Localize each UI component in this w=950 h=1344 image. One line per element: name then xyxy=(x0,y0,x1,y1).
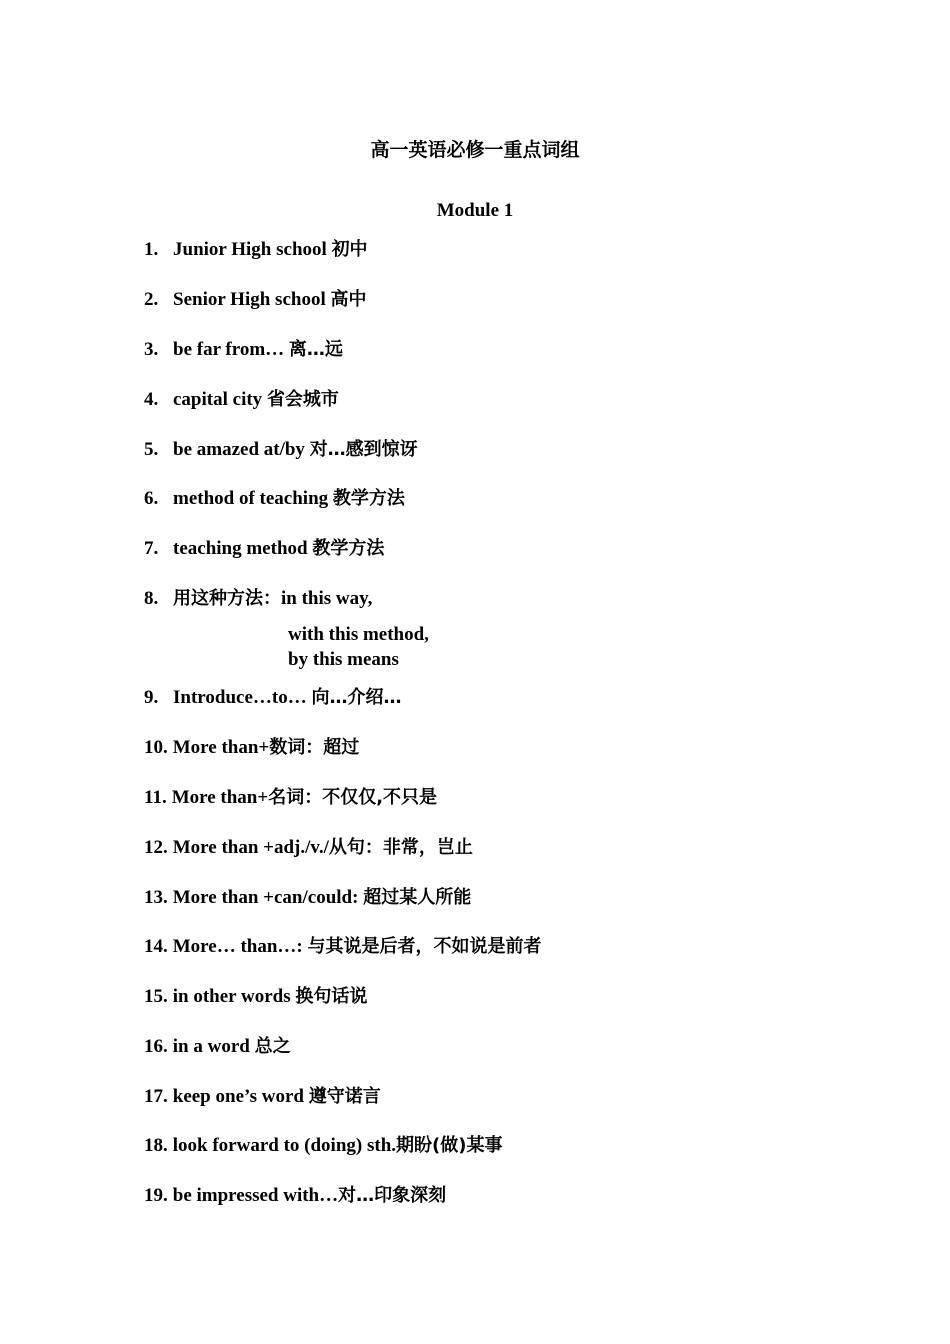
item-chinese: 换句话说 xyxy=(295,986,368,1007)
item-english: Senior High school xyxy=(173,289,326,310)
item-english: look forward to (doing) sth. xyxy=(172,1135,397,1156)
list-item: 3. be far from… 离…远 xyxy=(144,339,343,360)
item-english: in a word xyxy=(172,1036,250,1057)
item-chinese: 教学方法 xyxy=(332,488,405,509)
list-item: 8. 用这种方法：in this way, xyxy=(144,588,373,609)
item-chinese: 教学方法 xyxy=(312,538,385,559)
item-chinese: 用这种方法： xyxy=(173,588,281,609)
list-item: 7. teaching method 教学方法 xyxy=(144,538,385,559)
item-chinese: 总之 xyxy=(254,1036,291,1057)
item-chinese: 省会城市 xyxy=(266,389,339,410)
list-item: 6. method of teaching 教学方法 xyxy=(144,488,405,509)
item-english: Introduce…to… xyxy=(173,687,307,708)
item-chinese: 数词：超过 xyxy=(269,737,360,758)
list-item: 5. be amazed at/by 对…感到惊讶 xyxy=(144,439,418,460)
item-chinese: 对…印象深刻 xyxy=(338,1185,447,1206)
item-chinese: 初中 xyxy=(331,239,368,260)
item-chinese: 离…远 xyxy=(288,339,343,360)
item-english: in other words xyxy=(172,986,291,1007)
list-item: 16. in a word 总之 xyxy=(144,1036,291,1057)
list-item: 13. More than +can/could: 超过某人所能 xyxy=(144,887,472,908)
list-item: 1. Junior High school 初中 xyxy=(144,239,368,260)
item-chinese: 名词：不仅仅,不只是 xyxy=(268,787,438,808)
item-chinese: 高中 xyxy=(330,289,367,310)
list-item: 12. More than +adj./v./从句：非常，岂止 xyxy=(144,837,473,858)
item-chinese: 向…介绍… xyxy=(311,687,402,708)
item-english: be amazed at/by xyxy=(173,439,305,460)
item-english: More… than…: xyxy=(172,936,303,957)
item-english: Junior High school xyxy=(173,239,327,260)
item-english: More than+ xyxy=(172,737,270,758)
item-english: More than +adj./v./ xyxy=(172,837,329,858)
list-item: 17. keep one’s word 遵守诺言 xyxy=(144,1086,381,1107)
list-item: 4. capital city 省会城市 xyxy=(144,389,339,410)
item-english: be impressed with… xyxy=(172,1185,339,1206)
item-english: in this way, xyxy=(281,588,373,609)
item-english: method of teaching xyxy=(173,488,329,509)
item-continuation: with this method, xyxy=(288,624,429,645)
item-chinese: 遵守诺言 xyxy=(308,1086,381,1107)
item-english: keep one’s word xyxy=(172,1086,304,1107)
item-english: More than +can/could: xyxy=(172,887,359,908)
item-chinese: 从句：非常，岂止 xyxy=(328,837,473,858)
list-item: 2. Senior High school 高中 xyxy=(144,289,367,310)
item-chinese: 对…感到惊讶 xyxy=(309,439,418,460)
item-english: More than+ xyxy=(171,787,269,808)
list-item: 19. be impressed with…对…印象深刻 xyxy=(144,1185,447,1206)
item-english: capital city xyxy=(173,389,263,410)
list-item: 14. More… than…: 与其说是后者，不如说是前者 xyxy=(144,936,542,957)
item-english: be far from… xyxy=(173,339,285,360)
module-heading: Module 1 xyxy=(436,200,514,221)
item-chinese: 期盼(做)某事 xyxy=(396,1135,503,1156)
list-item: 15. in other words 换句话说 xyxy=(144,986,368,1007)
item-english: teaching method xyxy=(173,538,308,559)
list-item: 9. Introduce…to… 向…介绍… xyxy=(144,687,402,708)
document-title: 高一英语必修一重点词组 xyxy=(370,139,580,161)
list-item: 10. More than+数词：超过 xyxy=(144,737,360,758)
item-chinese: 超过某人所能 xyxy=(363,887,472,908)
item-chinese: 与其说是后者，不如说是前者 xyxy=(307,936,542,957)
list-item: 18. look forward to (doing) sth.期盼(做)某事 xyxy=(144,1135,503,1156)
item-continuation: by this means xyxy=(288,649,399,670)
list-item: 11. More than+名词：不仅仅,不只是 xyxy=(144,787,438,808)
